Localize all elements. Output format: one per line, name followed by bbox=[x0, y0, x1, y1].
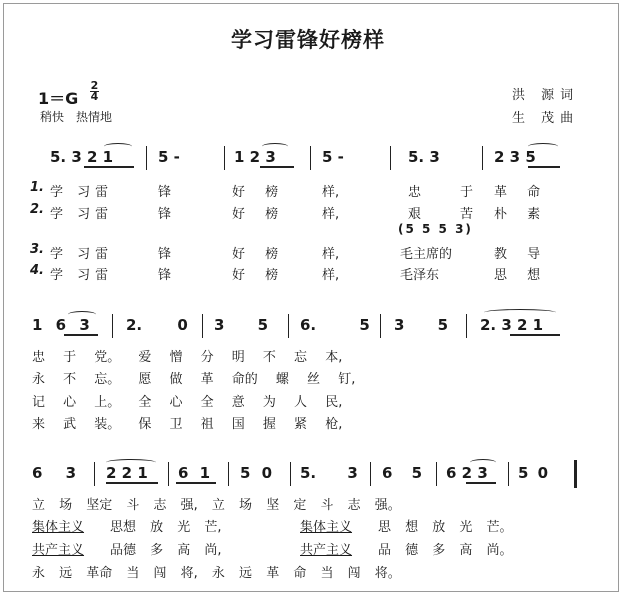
notes-m5: 5. 3 bbox=[408, 148, 440, 166]
meter-bottom: 4 bbox=[90, 90, 99, 103]
lyric-underlined: 共产主义 bbox=[300, 543, 353, 558]
barline bbox=[228, 462, 229, 486]
lyric: 锋 bbox=[158, 185, 172, 200]
lyric: 品德 多 高 尚, bbox=[110, 543, 222, 558]
lyric: 锋 bbox=[158, 207, 172, 222]
notes-m9: 3 5 bbox=[214, 316, 269, 334]
notes-m12: 2. 3 2 1 bbox=[480, 316, 544, 334]
notes-m20: 5 0 bbox=[518, 464, 549, 482]
key-signature: 1＝G bbox=[38, 89, 79, 108]
beam bbox=[176, 482, 216, 484]
slur bbox=[470, 459, 496, 466]
lyric: 好 榜 bbox=[232, 185, 287, 200]
time-signature bbox=[90, 81, 99, 102]
barline bbox=[168, 462, 169, 486]
notes-m13: 6 3 bbox=[32, 464, 77, 482]
notes-m17: 5. 3 bbox=[300, 464, 358, 482]
lyric-underlined: 集体主义 bbox=[300, 520, 353, 535]
notes-m15: 6 1 bbox=[178, 464, 211, 482]
barline bbox=[370, 462, 371, 486]
lyric: 忠 于 党。 爱 憎 分 明 不 忘 本, bbox=[32, 350, 343, 365]
song-title: 学习雷锋好榜样 bbox=[231, 27, 385, 52]
notes-m14: 2 2 1 bbox=[106, 464, 148, 482]
lyric: 忠 bbox=[408, 185, 422, 200]
notes-m1: 5. 3 2 1 bbox=[50, 148, 114, 166]
lyric: 永 不 忘。 愿 做 革 命的 螺 丝 钉, bbox=[32, 372, 356, 387]
beam bbox=[106, 482, 158, 484]
notes-m3: 1 2 3 bbox=[234, 148, 276, 166]
lyric: 朴 素 bbox=[494, 207, 549, 222]
lyric: 样, bbox=[322, 247, 340, 262]
barline bbox=[310, 146, 311, 170]
final-barline bbox=[574, 460, 577, 488]
lyric: 艰 bbox=[408, 207, 422, 222]
barline bbox=[94, 462, 95, 486]
composer-credit: 生 茂曲 bbox=[512, 111, 580, 126]
verse-number: 4. bbox=[30, 263, 44, 278]
lyric-underlined: 共产主义 bbox=[32, 543, 85, 558]
barline bbox=[112, 314, 113, 338]
notes-m8: 2. 0 bbox=[126, 316, 188, 334]
slur bbox=[484, 309, 556, 316]
barline bbox=[466, 314, 467, 338]
verse-number: 3. bbox=[30, 242, 44, 257]
lyric: 记 心 上。 全 心 全 意 为 人 民, bbox=[32, 395, 343, 410]
lyric: 永 远 革命 当 闯 将, 永 远 革 命 当 闯 将。 bbox=[32, 566, 401, 581]
barline bbox=[224, 146, 225, 170]
meter-top: 2 bbox=[90, 79, 99, 92]
lyric: 样, bbox=[322, 185, 340, 200]
beam bbox=[84, 166, 134, 168]
lyric: 品 德 多 高 尚。 bbox=[378, 543, 513, 558]
lyric: 思 想 bbox=[494, 268, 549, 283]
lyric: 样, bbox=[322, 207, 340, 222]
lyric: 锋 bbox=[158, 268, 172, 283]
lyric: 学 习雷 bbox=[50, 207, 114, 222]
lyric: 教 导 bbox=[494, 247, 549, 262]
lyric: 苦 bbox=[460, 207, 474, 222]
lyric: 思 想 放 光 芒。 bbox=[378, 520, 513, 535]
lyric: 立 场 坚定 斗 志 强, 立 场 坚 定 斗 志 强。 bbox=[32, 498, 401, 513]
barline bbox=[436, 462, 437, 486]
lyricist-credit: 洪 源词 bbox=[512, 88, 580, 103]
notes-m2: 5 - bbox=[158, 148, 180, 166]
notes-m16: 5 0 bbox=[240, 464, 273, 482]
lyric: 毛泽东 bbox=[400, 268, 440, 283]
notes-m7: 1 6 3 bbox=[32, 316, 90, 334]
lyric-underlined: 集体主义 bbox=[32, 520, 85, 535]
lyric: 革 命 bbox=[494, 185, 549, 200]
lyric: 样, bbox=[322, 268, 340, 283]
lyric: 思想 放 光 芒, bbox=[110, 520, 222, 535]
slur bbox=[262, 143, 288, 150]
notes-m10: 6. 5 bbox=[300, 316, 370, 334]
lyric: 好 榜 bbox=[232, 247, 287, 262]
barline bbox=[380, 314, 381, 338]
lyric: 学 习雷 bbox=[50, 185, 114, 200]
beam bbox=[510, 334, 560, 336]
lyric: 好 榜 bbox=[232, 268, 287, 283]
barline bbox=[482, 146, 483, 170]
slur bbox=[104, 143, 132, 150]
lyric: 好 榜 bbox=[232, 207, 287, 222]
barline bbox=[290, 462, 291, 486]
lyric: 锋 bbox=[158, 247, 172, 262]
slur bbox=[528, 143, 558, 150]
verse-number: 2. bbox=[30, 202, 44, 217]
barline bbox=[202, 314, 203, 338]
beam bbox=[64, 334, 98, 336]
lyric: 学 习雷 bbox=[50, 268, 114, 283]
verse-number: 1. bbox=[30, 180, 44, 195]
slur bbox=[68, 311, 96, 318]
notes-m11: 3 5 bbox=[394, 316, 449, 334]
lyric: 于 bbox=[460, 185, 474, 200]
lyric: 来 武 装。 保 卫 祖 国 握 紧 枪, bbox=[32, 417, 343, 432]
beam bbox=[528, 166, 560, 168]
beam bbox=[260, 166, 294, 168]
lyric: 学 习雷 bbox=[50, 247, 114, 262]
notes-m6: 2 3 5 bbox=[494, 148, 536, 166]
notes-m18: 6 5 bbox=[382, 464, 423, 482]
beam bbox=[466, 482, 496, 484]
tempo-marking: 稍快 热情地 bbox=[40, 110, 113, 124]
barline bbox=[508, 462, 509, 486]
notes-m19: 6 2 3 bbox=[446, 464, 488, 482]
barline bbox=[390, 146, 391, 170]
notes-m4: 5 - bbox=[322, 148, 344, 166]
barline bbox=[146, 146, 147, 170]
lyric: 毛主席的 bbox=[400, 247, 453, 262]
slur bbox=[106, 459, 156, 466]
alt-notes: (5 5 5 3) bbox=[398, 222, 473, 236]
barline bbox=[288, 314, 289, 338]
